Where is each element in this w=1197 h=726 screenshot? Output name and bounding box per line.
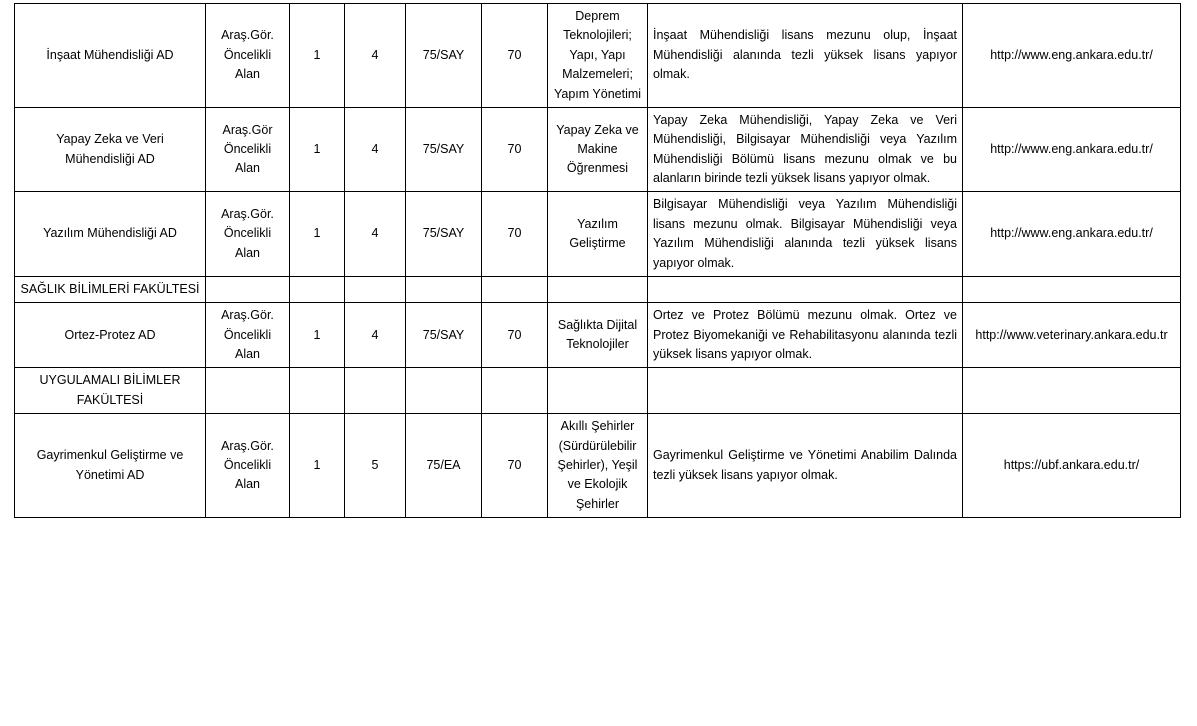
cell-link [963,276,1181,302]
table-row [15,303,1181,368]
cell-title: Araş.Gör. Öncelikli Alan [206,303,290,368]
cell-ales-score: 75/SAY [406,192,482,277]
cell-yds-score [482,368,548,414]
cell-link[interactable]: http://www.eng.ankara.edu.tr/ [963,4,1181,108]
cell-area [548,276,648,302]
cell-conditions [648,276,963,302]
cell-count: 1 [290,192,345,277]
cell-faculty-name: SAĞLIK BİLİMLERİ FAKÜLTESİ [15,276,206,302]
table-row [15,107,1181,192]
table-body [15,4,1181,518]
cell-area: Yazılım Geliştirme [548,192,648,277]
cell-unit: Gayrimenkul Geliştirme ve Yönetimi AD [15,414,206,518]
cell-area: Deprem Teknolojileri; Yapı, Yapı Malzemeleri; Yapım Yönetimi [548,4,648,108]
cell-degree: 4 [345,107,406,192]
cell-yds-score: 70 [482,192,548,277]
document-page [0,3,1197,726]
cell-count: 1 [290,4,345,108]
cell-unit: İnşaat Mühendisliği AD [15,4,206,108]
cell-conditions: İnşaat Mühendisliği lisans mezunu olup, İnşaat Mühendisliği alanında tezli yüksek lisans yapıyor olmak. [648,4,963,108]
academic-positions-table [14,3,1181,518]
cell-area: Sağlıkta Dijital Teknolojiler [548,303,648,368]
cell-conditions: Ortez ve Protez Bölümü mezunu olmak. Ortez ve Protez Biyomekaniği ve Rehabilitasyonu alanında tezli yüksek lisans yapıyor olmak. [648,303,963,368]
table-row [15,4,1181,108]
cell-conditions: Gayrimenkul Geliştirme ve Yönetimi Anabilim Dalında tezli yüksek lisans yapıyor olmak. [648,414,963,518]
cell-title: Araş.Gör. Öncelikli Alan [206,192,290,277]
cell-area [548,368,648,414]
cell-conditions: Bilgisayar Mühendisliği veya Yazılım Mühendisliği lisans mezunu olmak. Bilgisayar Mühendisliği veya Yazılım Mühendisliği alanında tezli yüksek lisans yapıyor olmak. [648,192,963,277]
cell-link[interactable]: http://www.veterinary.ankara.edu.tr [963,303,1181,368]
cell-degree [345,368,406,414]
cell-yds-score: 70 [482,303,548,368]
cell-count: 1 [290,107,345,192]
cell-faculty-name: UYGULAMALI BİLİMLER FAKÜLTESİ [15,368,206,414]
cell-unit: Yapay Zeka ve Veri Mühendisliği AD [15,107,206,192]
cell-ales-score: 75/SAY [406,4,482,108]
cell-area: Yapay Zeka ve Makine Öğrenmesi [548,107,648,192]
cell-area: Akıllı Şehirler (Sürdürülebilir Şehirler), Yeşil ve Ekolojik Şehirler [548,414,648,518]
cell-degree: 4 [345,4,406,108]
cell-link[interactable]: http://www.eng.ankara.edu.tr/ [963,107,1181,192]
table-row [15,192,1181,277]
cell-count: 1 [290,414,345,518]
cell-degree: 5 [345,414,406,518]
cell-link[interactable]: http://www.eng.ankara.edu.tr/ [963,192,1181,277]
cell-title [206,276,290,302]
cell-degree [345,276,406,302]
cell-unit: Ortez-Protez AD [15,303,206,368]
faculty-header-row [15,276,1181,302]
cell-unit: Yazılım Mühendisliği AD [15,192,206,277]
cell-ales-score: 75/SAY [406,107,482,192]
cell-count [290,276,345,302]
cell-link[interactable]: https://ubf.ankara.edu.tr/ [963,414,1181,518]
cell-degree: 4 [345,303,406,368]
cell-yds-score: 70 [482,4,548,108]
cell-title: Araş.Gör. Öncelikli Alan [206,414,290,518]
cell-yds-score: 70 [482,414,548,518]
faculty-header-row [15,368,1181,414]
cell-yds-score: 70 [482,107,548,192]
cell-degree: 4 [345,192,406,277]
cell-ales-score [406,368,482,414]
cell-yds-score [482,276,548,302]
cell-ales-score [406,276,482,302]
cell-conditions [648,368,963,414]
cell-count [290,368,345,414]
cell-ales-score: 75/EA [406,414,482,518]
cell-conditions: Yapay Zeka Mühendisliği, Yapay Zeka ve Veri Mühendisliği, Bilgisayar Mühendisliği veya Yazılım Mühendisliği Bölümü lisans mezunu olmak ve bu alanların birinde tezli yüksek lisans yapıyor olmak. [648,107,963,192]
cell-title: Araş.Gör Öncelikli Alan [206,107,290,192]
cell-count: 1 [290,303,345,368]
cell-link [963,368,1181,414]
cell-title [206,368,290,414]
cell-title: Araş.Gör. Öncelikli Alan [206,4,290,108]
cell-ales-score: 75/SAY [406,303,482,368]
table-row [15,414,1181,518]
